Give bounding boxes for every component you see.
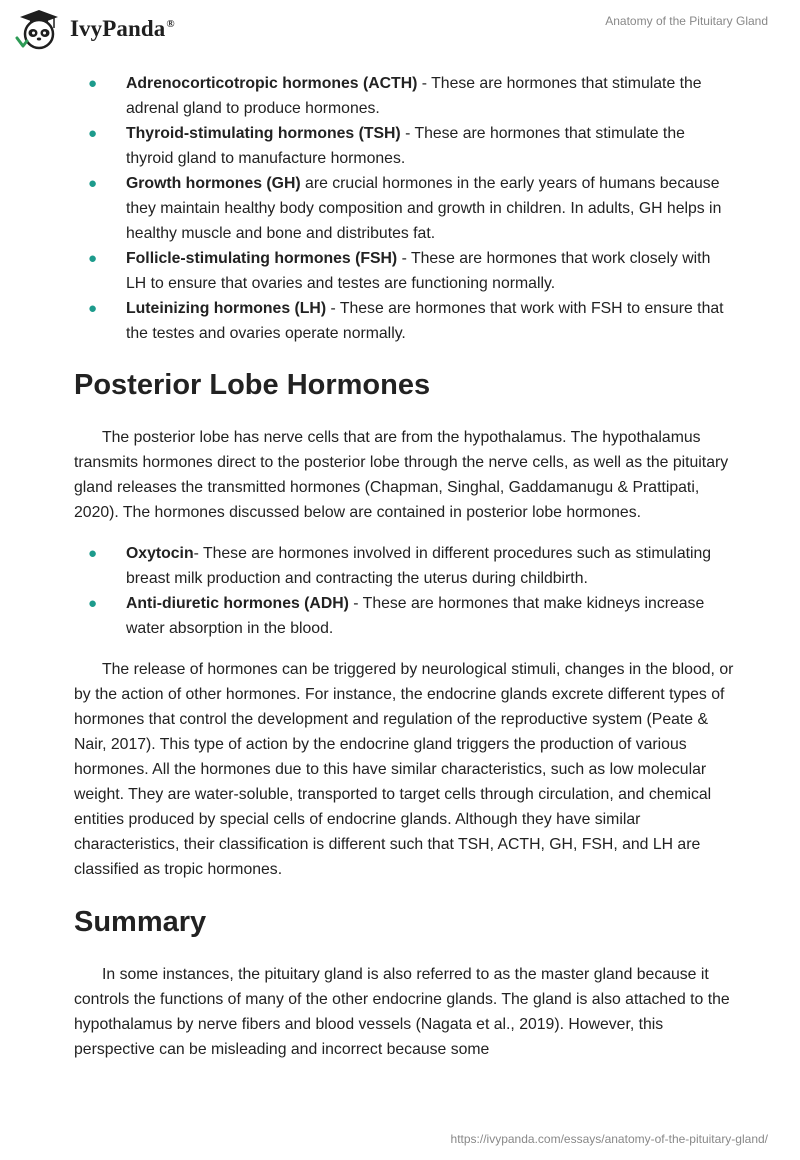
article-content [74,71,734,1062]
hormone-name: Adrenocorticotropic hormones (ACTH) [126,75,418,92]
bullet-icon: ● [88,545,98,562]
brand-logo[interactable] [14,8,175,50]
hormone-description: - These are hormones that make kidneys increase water absorption in the blood. [126,595,705,637]
bullet-icon: ● [88,75,98,92]
summary-paragraph: In some instances, the pituitary gland is also referred to as the master gland because it controls the functions of many of the other endocrine glands. The gland is also attached to the hypothalamus by nerve fibers and blood vessels (Nagata et al., 2019). However, this perspective can be misleading and incorrect because some [74,966,730,1058]
list-item [74,121,734,171]
page-header [0,0,800,60]
posterior-hormone-list [74,541,734,641]
hormone-name: Luteinizing hormones (LH) [126,300,327,317]
hormone-description: - These are hormones involved in different procedures such as stimulating breast milk production and contracting the uterus during childbirth. [126,545,712,587]
posterior-intro-paragraph: The posterior lobe has nerve cells that are from the hypothalamus. The hypothalamus transmits hormones direct to the posterior lobe through the nerve cells, as well as the pituitary gland releases the transmitted hormones (Chapman, Singhal, Gaddamanugu & Prattipati, 2020). The hormones discussed below are contained in posterior lobe hormones. [74,429,729,521]
bullet-icon: ● [88,595,98,612]
bullet-icon: ● [88,175,98,192]
hormone-name: Follicle-stimulating hormones (FSH) [126,250,398,267]
panda-logo-icon [14,8,64,50]
source-url-link[interactable]: https://ivypanda.com/essays/anatomy-of-the-pituitary-gland/ [450,1132,768,1146]
section-heading-posterior: Posterior Lobe Hormones [74,369,431,401]
document-title: Anatomy of the Pituitary Gland [605,14,768,28]
hormone-name: Anti-diuretic hormones (ADH) [126,595,349,612]
list-item [74,171,734,246]
anterior-hormone-list [74,71,734,346]
bullet-icon: ● [88,250,98,267]
hormone-name: Oxytocin [126,545,194,562]
hormone-description: are crucial hormones in the early years of humans because they maintain healthy body composition and growth in children. In adults, GH helps in healthy muscle and bone and distributes fat. [126,175,722,242]
list-item [74,71,734,121]
hormone-name: Growth hormones (GH) [126,175,301,192]
hormone-name: Thyroid-stimulating hormones (TSH) [126,125,401,142]
list-item [74,296,734,346]
brand-name: IvyPanda® [70,16,175,41]
hormone-release-paragraph: The release of hormones can be triggered by neurological stimuli, changes in the blood, or by the action of other hormones. For instance, the endocrine glands excrete different types of hormones that control the development and regulation of the reproductive system (Peate & Nair, 2017). This type of action by the endocrine gland triggers the production of various hormones. All the hormones due to this have similar characteristics, such as low molecular weight. They are water-soluble, transported to target cells through circulation, and chemical entities produced by special cells of endocrine glands. Although they have similar characteristics, their classification is different such that TSH, ACTH, GH, FSH, and LH are classified as tropic hormones. [74,661,734,878]
hormone-description: - These are hormones that work with FSH to ensure that the testes and ovaries operate normally. [126,300,724,342]
bullet-icon: ● [88,300,98,317]
list-item [74,541,734,591]
list-item [74,591,734,641]
hormone-description: - These are hormones that stimulate the adrenal gland to produce hormones. [126,75,702,117]
section-heading-summary: Summary [74,906,207,938]
bullet-icon: ● [88,125,98,142]
hormone-description: - These are hormones that stimulate the thyroid gland to manufacture hormones. [126,125,685,167]
hormone-description: - These are hormones that work closely with LH to ensure that ovaries and testes are functioning normally. [126,250,711,292]
list-item [74,246,734,296]
